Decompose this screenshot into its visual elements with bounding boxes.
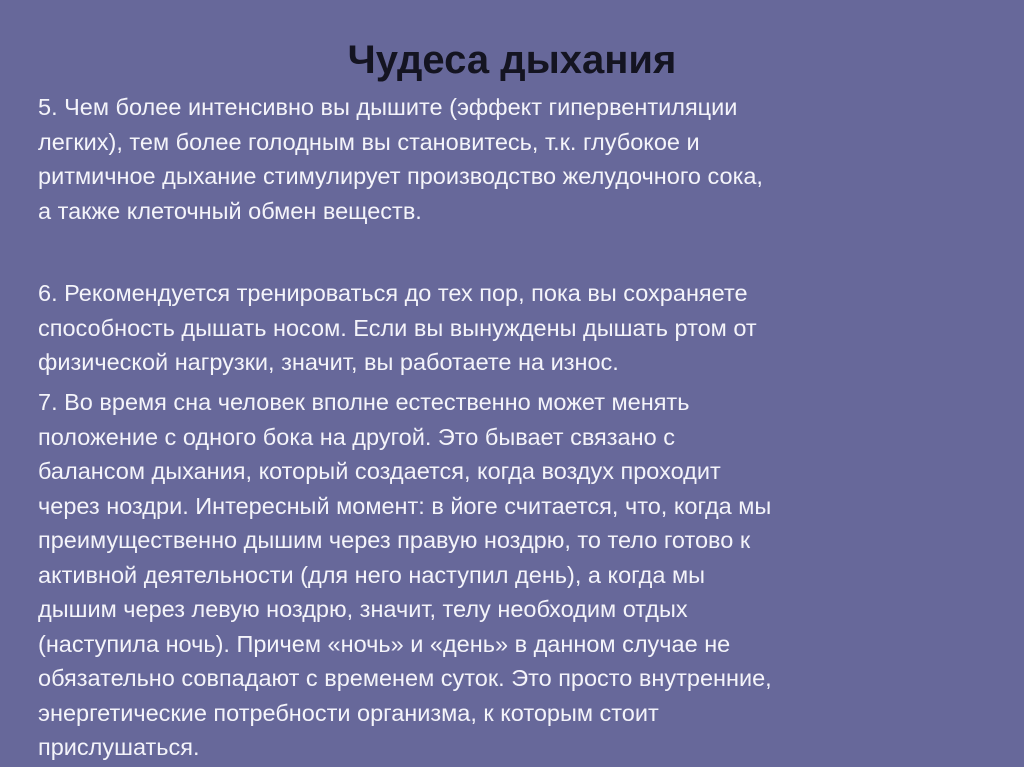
paragraph-line: положение с одного бока на другой. Это бывает связано с bbox=[38, 423, 675, 450]
slide-title: Чудеса дыхания bbox=[347, 38, 677, 82]
paragraph-line: преимущественно дышим через правую ноздрю, то тело готово к bbox=[38, 527, 751, 553]
paragraph-line: активной деятельности (для него наступил день), а когда мы bbox=[38, 561, 706, 588]
paragraph-7 bbox=[38, 385, 998, 765]
paragraph-line: (наступила ночь). Причем «ночь» и «день» в данном случае не bbox=[38, 630, 731, 657]
paragraph-line: балансом дыхания, который создается, когда воздух проходит bbox=[38, 458, 721, 484]
paragraph-line: ритмичное дыхание стимулирует производство желудочного сока, bbox=[38, 163, 763, 189]
paragraph-line: легких), тем более голодным вы становитесь, т.к. глубокое и bbox=[38, 128, 700, 155]
paragraph-line: способность дышать носом. Если вы вынуждены дышать ртом от bbox=[38, 314, 757, 341]
paragraph-5 bbox=[38, 90, 998, 228]
paragraph-6 bbox=[38, 276, 998, 380]
paragraph-line: 6. Рекомендуется тренироваться до тех пор, пока вы сохраняете bbox=[38, 280, 748, 306]
paragraph-line: прислушаться. bbox=[38, 734, 200, 760]
paragraph-line: обязательно совпадают с временем суток. Это просто внутренние, bbox=[38, 665, 772, 691]
paragraph-line: через ноздри. Интересный момент: в йоге считается, что, когда мы bbox=[38, 492, 772, 519]
paragraph-line: а также клеточный обмен веществ. bbox=[38, 197, 422, 224]
paragraph-line: 5. Чем более интенсивно вы дышите (эффект гипервентиляции bbox=[38, 94, 738, 120]
paragraph-line: физической нагрузки, значит, вы работаете на износ. bbox=[38, 349, 619, 375]
paragraph-line: дышим через левую ноздрю, значит, телу необходим отдых bbox=[38, 596, 688, 622]
paragraph-line: 7. Во время сна человек вполне естественно может менять bbox=[38, 389, 690, 415]
paragraph-line: энергетические потребности организма, к которым стоит bbox=[38, 699, 659, 726]
